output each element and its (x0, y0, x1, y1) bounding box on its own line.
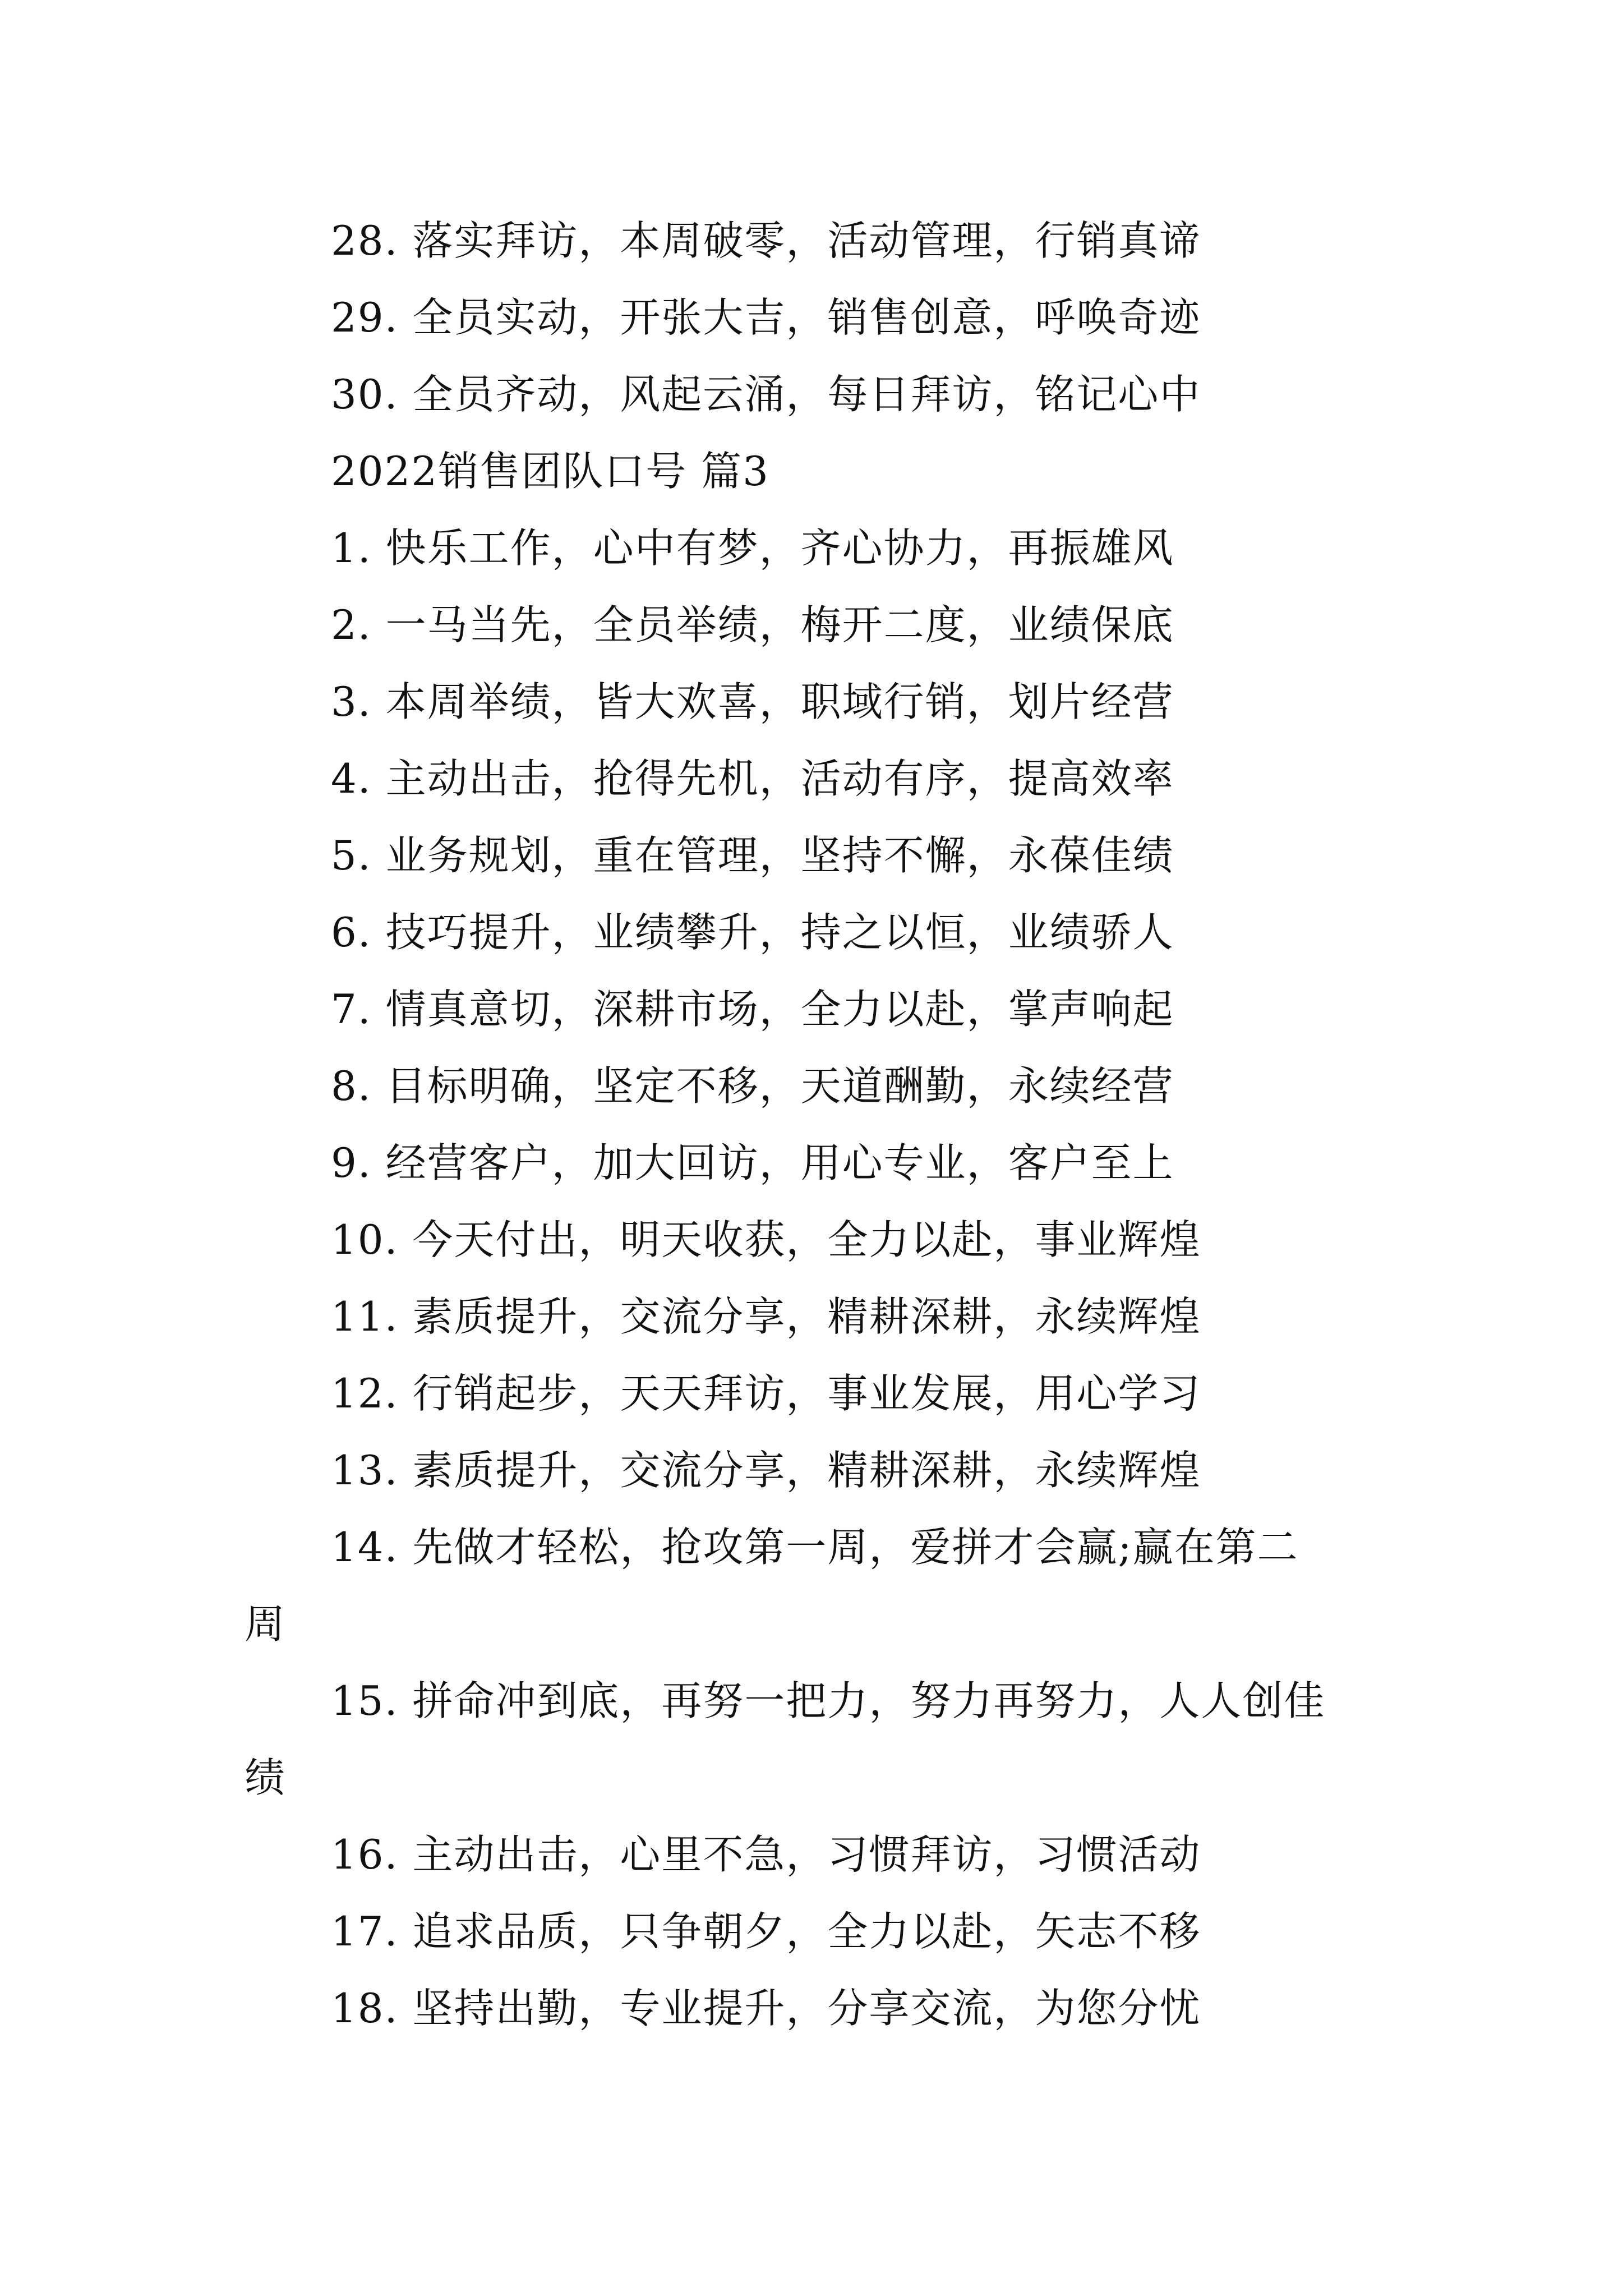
slogan-line-continuation: 绩 (245, 1754, 287, 1801)
slogan-line: 8. 目标明确，坚定不移，天道酬勤，永续经营 (331, 1062, 1174, 1110)
slogan-line: 14. 先做才轻松，抢攻第一周，爱拼才会赢;赢在第二 (331, 1524, 1299, 1571)
slogan-line: 5. 业务规划，重在管理，坚持不懈，永葆佳绩 (331, 832, 1174, 879)
slogan-line: 17. 追求品质，只争朝夕，全力以赴，矢志不移 (331, 1908, 1201, 1955)
slogan-line: 6. 技巧提升，业绩攀升，持之以恒，业绩骄人 (331, 909, 1174, 956)
section-heading: 2022销售团队口号 篇3 (331, 448, 769, 495)
slogan-line: 18. 坚持出勤，专业提升，分享交流，为您分忧 (331, 1985, 1201, 2032)
slogan-line: 15. 拼命冲到底，再努一把力，努力再努力，人人创佳 (331, 1677, 1326, 1724)
slogan-line: 13. 素质提升，交流分享，精耕深耕，永续辉煌 (331, 1447, 1201, 1494)
slogan-line: 1. 快乐工作，心中有梦，齐心协力，再振雄风 (331, 524, 1174, 572)
slogan-line: 29. 全员实动，开张大吉，销售创意，呼唤奇迹 (331, 294, 1201, 341)
slogan-line: 30. 全员齐动，风起云涌，每日拜访，铭记心中 (331, 371, 1201, 418)
slogan-line: 3. 本周举绩，皆大欢喜，职域行销，划片经营 (331, 678, 1174, 725)
slogan-line: 28. 落实拜访，本周破零，活动管理，行销真谛 (331, 217, 1201, 264)
slogan-line: 4. 主动出击，抢得先机，活动有序，提高效率 (331, 755, 1174, 802)
slogan-line: 2. 一马当先，全员举绩，梅开二度，业绩保底 (331, 601, 1174, 648)
slogan-line: 16. 主动出击，心里不急，习惯拜访，习惯活动 (331, 1831, 1201, 1878)
slogan-line: 9. 经营客户，加大回访，用心专业，客户至上 (331, 1139, 1174, 1186)
slogan-line: 7. 情真意切，深耕市场，全力以赴，掌声响起 (331, 986, 1174, 1033)
slogan-line: 11. 素质提升，交流分享，精耕深耕，永续辉煌 (331, 1293, 1201, 1340)
slogan-line: 10. 今天付出，明天收获，全力以赴，事业辉煌 (331, 1216, 1201, 1263)
slogan-line: 12. 行销起步，天天拜访，事业发展，用心学习 (331, 1370, 1201, 1417)
slogan-line-continuation: 周 (245, 1600, 287, 1648)
